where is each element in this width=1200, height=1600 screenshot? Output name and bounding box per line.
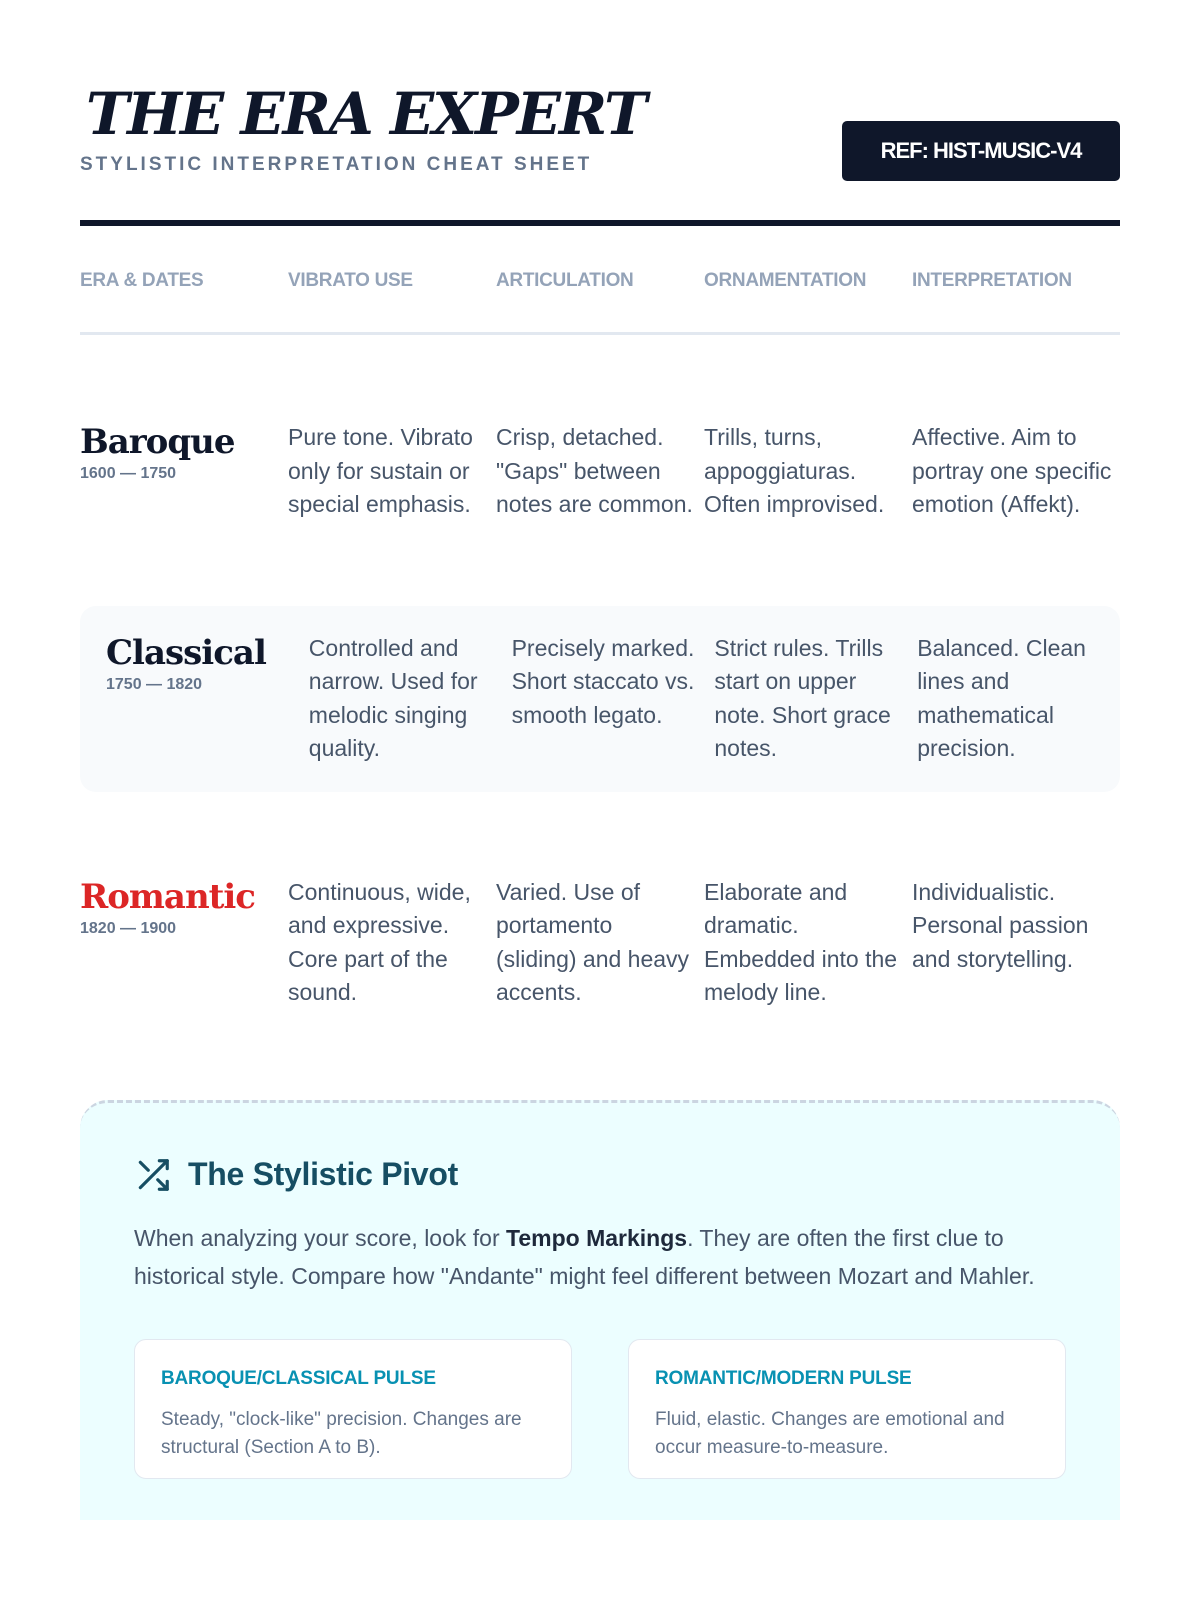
table-row-baroque [80,421,1120,522]
pulse-card-text: Steady, "clock-like" precision. Changes are structural (Section A to B). [161,1408,522,1458]
pulse-card-title: BAROQUE/CLASSICAL PULSE [161,1367,436,1389]
era-cell [80,421,288,485]
pivot-description [134,1219,1066,1295]
articulation-cell: Varied. Use of portamento (sliding) and heavy accents. [496,878,690,1005]
stylistic-pivot-panel [80,1100,1120,1520]
pulse-cards [134,1339,1066,1479]
page-subtitle: STYLISTIC INTERPRETATION CHEAT SHEET [80,154,593,175]
ornamentation-cell: Strict rules. Trills start on upper note. Short grace notes. [714,634,891,761]
era-dates: 1750 — 1820 [106,675,203,693]
pulse-card-baroque-classical [134,1339,572,1479]
era-name: Classical [106,632,266,673]
pivot-text-bold: Tempo Markings [506,1224,688,1251]
vibrato-cell: Pure tone. Vibrato only for sustain or special emphasis. [288,424,473,517]
column-header-interpretation: INTERPRETATION [912,270,1072,291]
interpretation-cell: Balanced. Clean lines and mathematical precision. [917,634,1086,761]
era-name: Baroque [80,422,235,462]
era-name: Romantic [80,876,255,917]
pulse-card-romantic-modern [628,1339,1066,1479]
page-title: THE ERA EXPERT [86,80,646,148]
ornamentation-cell: Trills, turns, appoggiaturas. Often improvised. [704,424,885,517]
era-cell [106,632,309,696]
interpretation-cell: Affective. Aim to portray one specific emotion (Affekt). [912,424,1112,517]
cheat-sheet-page [80,0,1120,1520]
shuffle-icon [134,1156,172,1194]
era-dates: 1600 — 1750 [80,465,177,482]
pivot-text-before: When analyzing your score, look for [134,1224,507,1251]
column-header-articulation: ARTICULATION [496,270,634,291]
articulation-cell: Crisp, detached. "Gaps" between notes are common. [496,424,693,517]
ref-badge: REF: HIST-MUSIC-V4 [842,121,1120,181]
table-row-classical [80,606,1120,792]
column-header-vibrato: VIBRATO USE [288,270,413,291]
interpretation-cell: Individualistic. Personal passion and storytelling. [912,878,1089,972]
header [80,80,1120,220]
pivot-heading [134,1155,1066,1195]
pulse-card-title: ROMANTIC/MODERN PULSE [655,1367,912,1389]
table-row-romantic [80,876,1120,1010]
column-header-ornamentation: ORNAMENTATION [704,270,867,291]
vibrato-cell: Controlled and narrow. Used for melodic singing quality. [308,634,478,761]
ornamentation-cell: Elaborate and dramatic. Embedded into the melody line. [704,878,898,1005]
articulation-cell: Precisely marked. Short staccato vs. smooth legato. [511,634,695,728]
pulse-card-text: Fluid, elastic. Changes are emotional and occur measure-to-measure. [655,1408,1005,1458]
era-dates: 1820 — 1900 [80,919,177,937]
vibrato-cell: Continuous, wide, and expressive. Core part of the sound. [288,878,471,1005]
table-column-headers [80,226,1120,335]
pivot-title: The Stylistic Pivot [188,1156,458,1192]
column-header-era: ERA & DATES [80,270,204,291]
era-cell [80,876,288,940]
pivot-text-after: . They are often the first clue to historical style. Compare how "Andante" might feel different between Mozart and Mahler. [134,1224,1035,1289]
